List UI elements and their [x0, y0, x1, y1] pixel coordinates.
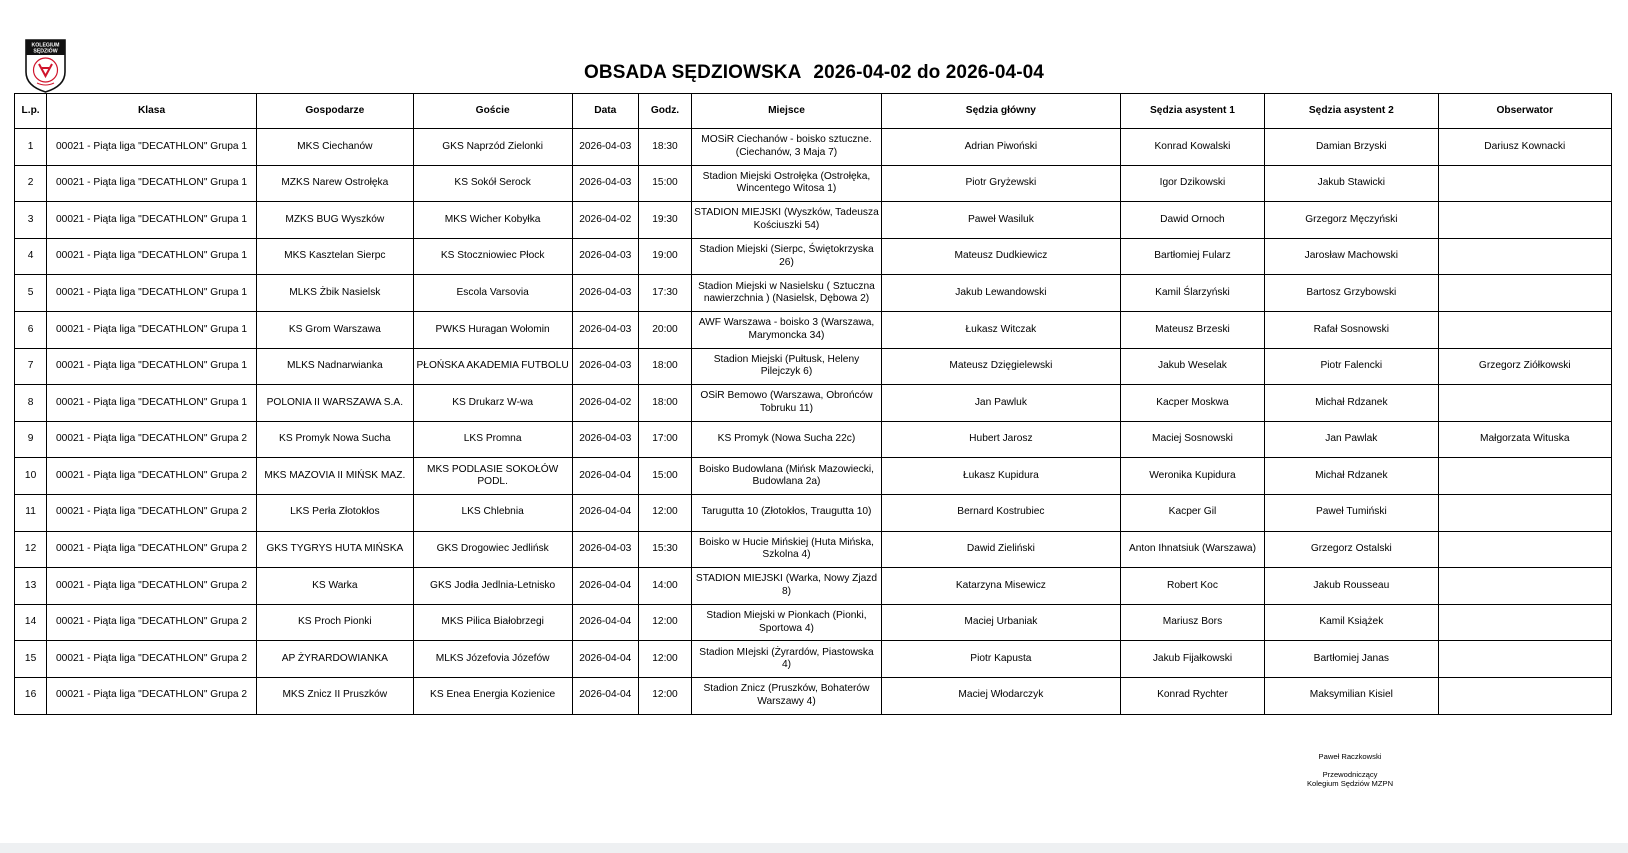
header-home: Gospodarze	[256, 94, 413, 129]
cell-date: 2026-04-03	[572, 311, 638, 348]
cell-observer	[1438, 165, 1611, 202]
cell-class: 00021 - Piąta liga "DECATHLON" Grupa 2	[47, 421, 257, 458]
cell-observer	[1438, 641, 1611, 678]
cell-time: 15:00	[639, 165, 692, 202]
cell-lp: 6	[15, 311, 47, 348]
cell-assistant-1: Weronika Kupidura	[1120, 458, 1264, 495]
cell-lp: 3	[15, 202, 47, 239]
cell-date: 2026-04-03	[572, 129, 638, 166]
cell-date: 2026-04-03	[572, 238, 638, 275]
cell-venue: OSiR Bemowo (Warszawa, Obrońców Tobruku 11)	[691, 385, 881, 422]
cell-lp: 4	[15, 238, 47, 275]
cell-assistant-2: Bartosz Grzybowski	[1265, 275, 1438, 312]
page-title	[0, 62, 1628, 84]
cell-venue: Stadion Miejski Ostrołęka (Ostrołęka, Wincentego Witosa 1)	[691, 165, 881, 202]
cell-class: 00021 - Piąta liga "DECATHLON" Grupa 2	[47, 458, 257, 495]
cell-venue: KS Promyk (Nowa Sucha 22c)	[691, 421, 881, 458]
header-away: Goście	[413, 94, 572, 129]
cell-assistant-1: Mariusz Bors	[1120, 604, 1264, 641]
cell-observer: Dariusz Kownacki	[1438, 129, 1611, 166]
cell-assistant-2: Paweł Tumiński	[1265, 494, 1438, 531]
cell-class: 00021 - Piąta liga "DECATHLON" Grupa 1	[47, 165, 257, 202]
cell-away: LKS Promna	[413, 421, 572, 458]
title-date-range: 2026-04-02 do 2026-04-04	[813, 62, 1044, 83]
cell-class: 00021 - Piąta liga "DECATHLON" Grupa 2	[47, 568, 257, 605]
table-body	[15, 129, 1612, 715]
cell-time: 15:00	[639, 458, 692, 495]
cell-venue: Stadion Miejski (Pułtusk, Heleny Pilejczyk 6)	[691, 348, 881, 385]
cell-home: KS Promyk Nowa Sucha	[256, 421, 413, 458]
cell-main-referee: Maciej Włodarczyk	[881, 677, 1120, 714]
cell-main-referee: Mateusz Dudkiewicz	[881, 238, 1120, 275]
cell-class: 00021 - Piąta liga "DECATHLON" Grupa 2	[47, 641, 257, 678]
cell-observer: Małgorzata Wituska	[1438, 421, 1611, 458]
cell-away: KS Stoczniowiec Płock	[413, 238, 572, 275]
cell-assistant-2: Jakub Stawicki	[1265, 165, 1438, 202]
cell-main-referee: Piotr Gryżewski	[881, 165, 1120, 202]
cell-assistant-2: Damian Brzyski	[1265, 129, 1438, 166]
cell-time: 18:00	[639, 385, 692, 422]
cell-time: 12:00	[639, 677, 692, 714]
cell-away: GKS Jodła Jedlnia-Letnisko	[413, 568, 572, 605]
table-row	[15, 568, 1612, 605]
cell-class: 00021 - Piąta liga "DECATHLON" Grupa 1	[47, 385, 257, 422]
header-time: Godz.	[639, 94, 692, 129]
cell-main-referee: Jakub Lewandowski	[881, 275, 1120, 312]
cell-assistant-2: Maksymilian Kisiel	[1265, 677, 1438, 714]
cell-lp: 10	[15, 458, 47, 495]
cell-venue: AWF Warszawa - boisko 3 (Warszawa, Marymoncka 34)	[691, 311, 881, 348]
cell-assistant-1: Jakub Weselak	[1120, 348, 1264, 385]
cell-date: 2026-04-04	[572, 677, 638, 714]
table-row	[15, 311, 1612, 348]
cell-observer: Grzegorz Ziółkowski	[1438, 348, 1611, 385]
cell-time: 15:30	[639, 531, 692, 568]
cell-date: 2026-04-03	[572, 275, 638, 312]
table-row	[15, 604, 1612, 641]
signatory-organization: Kolegium Sędziów MZPN	[1306, 779, 1394, 788]
title-main: OBSADA SĘDZIOWSKA	[584, 62, 802, 83]
cell-time: 18:30	[639, 129, 692, 166]
cell-main-referee: Paweł Wasiluk	[881, 202, 1120, 239]
cell-away: PWKS Huragan Wołomin	[413, 311, 572, 348]
cell-home: AP ŻYRARDOWIANKA	[256, 641, 413, 678]
cell-away: KS Enea Energia Kozienice	[413, 677, 572, 714]
table-row	[15, 275, 1612, 312]
cell-assistant-2: Bartłomiej Janas	[1265, 641, 1438, 678]
cell-observer	[1438, 202, 1611, 239]
cell-time: 12:00	[639, 641, 692, 678]
cell-lp: 5	[15, 275, 47, 312]
cell-time: 14:00	[639, 568, 692, 605]
cell-home: LKS Perła Złotokłos	[256, 494, 413, 531]
table-row	[15, 165, 1612, 202]
cell-away: MKS PODLASIE SOKOŁÓW PODL.	[413, 458, 572, 495]
cell-class: 00021 - Piąta liga "DECATHLON" Grupa 1	[47, 202, 257, 239]
cell-main-referee: Dawid Zieliński	[881, 531, 1120, 568]
cell-home: MKS Znicz II Pruszków	[256, 677, 413, 714]
cell-assistant-1: Mateusz Brzeski	[1120, 311, 1264, 348]
cell-class: 00021 - Piąta liga "DECATHLON" Grupa 1	[47, 275, 257, 312]
cell-class: 00021 - Piąta liga "DECATHLON" Grupa 1	[47, 238, 257, 275]
cell-class: 00021 - Piąta liga "DECATHLON" Grupa 2	[47, 531, 257, 568]
table-row	[15, 348, 1612, 385]
cell-main-referee: Maciej Urbaniak	[881, 604, 1120, 641]
cell-venue: STADION MIEJSKI (Wyszków, Tadeusza Kościuszki 54)	[691, 202, 881, 239]
cell-venue: Tarugutta 10 (Złotokłos, Traugutta 10)	[691, 494, 881, 531]
signatory-role: Przewodniczący	[1322, 769, 1378, 779]
signatory-name: Paweł Raczkowski	[1318, 752, 1382, 761]
cell-lp: 7	[15, 348, 47, 385]
cell-time: 12:00	[639, 494, 692, 531]
cell-away: MLKS Józefovia Józefów	[413, 641, 572, 678]
header-assistant-2: Sędzia asystent 2	[1265, 94, 1438, 129]
cell-assistant-2: Jarosław Machowski	[1265, 238, 1438, 275]
header-lp: L.p.	[15, 94, 47, 129]
cell-lp: 16	[15, 677, 47, 714]
cell-assistant-1: Robert Koc	[1120, 568, 1264, 605]
cell-home: MLKS Żbik Nasielsk	[256, 275, 413, 312]
cell-main-referee: Piotr Kapusta	[881, 641, 1120, 678]
cell-observer	[1438, 568, 1611, 605]
cell-time: 17:30	[639, 275, 692, 312]
cell-lp: 9	[15, 421, 47, 458]
cell-main-referee: Jan Pawluk	[881, 385, 1120, 422]
cell-main-referee: Katarzyna Misewicz	[881, 568, 1120, 605]
logo-text-line1: KOLEGIUM	[31, 42, 60, 49]
cell-time: 18:00	[639, 348, 692, 385]
cell-assistant-2: Piotr Falencki	[1265, 348, 1438, 385]
cell-assistant-1: Dawid Ornoch	[1120, 202, 1264, 239]
cell-venue: Boisko Budowlana (Mińsk Mazowiecki, Budowlana 2a)	[691, 458, 881, 495]
cell-lp: 2	[15, 165, 47, 202]
cell-date: 2026-04-02	[572, 202, 638, 239]
table-row	[15, 677, 1612, 714]
cell-assistant-1: Igor Dzikowski	[1120, 165, 1264, 202]
cell-observer	[1438, 275, 1611, 312]
cell-observer	[1438, 494, 1611, 531]
table-row	[15, 641, 1612, 678]
cell-main-referee: Łukasz Witczak	[881, 311, 1120, 348]
cell-assistant-1: Kamil Ślarzyński	[1120, 275, 1264, 312]
cell-observer	[1438, 385, 1611, 422]
cell-date: 2026-04-04	[572, 641, 638, 678]
cell-venue: Stadion MIejski (Żyrardów, Piastowska 4)	[691, 641, 881, 678]
cell-assistant-2: Grzegorz Męczyński	[1265, 202, 1438, 239]
cell-assistant-1: Bartłomiej Fularz	[1120, 238, 1264, 275]
cell-assistant-1: Jakub Fijałkowski	[1120, 641, 1264, 678]
cell-date: 2026-04-03	[572, 348, 638, 385]
cell-away: LKS Chlebnia	[413, 494, 572, 531]
cell-venue: Stadion Znicz (Pruszków, Bohaterów Warszawy 4)	[691, 677, 881, 714]
cell-home: KS Warka	[256, 568, 413, 605]
cell-observer	[1438, 531, 1611, 568]
cell-assistant-2: Michał Rdzanek	[1265, 458, 1438, 495]
cell-home: MKS Ciechanów	[256, 129, 413, 166]
cell-home: MZKS Narew Ostrołęka	[256, 165, 413, 202]
cell-observer	[1438, 604, 1611, 641]
cell-main-referee: Mateusz Dzięgielewski	[881, 348, 1120, 385]
table-row	[15, 531, 1612, 568]
cell-assistant-2: Jakub Rousseau	[1265, 568, 1438, 605]
cell-assistant-1: Kacper Gil	[1120, 494, 1264, 531]
cell-away: KS Drukarz W-wa	[413, 385, 572, 422]
header-assistant-1: Sędzia asystent 1	[1120, 94, 1264, 129]
assignments-table	[14, 93, 1612, 715]
logo-text-line2: SĘDZIÓW	[33, 48, 58, 55]
cell-class: 00021 - Piąta liga "DECATHLON" Grupa 1	[47, 129, 257, 166]
table-row	[15, 458, 1612, 495]
cell-class: 00021 - Piąta liga "DECATHLON" Grupa 2	[47, 677, 257, 714]
cell-assistant-2: Grzegorz Ostalski	[1265, 531, 1438, 568]
cell-observer	[1438, 238, 1611, 275]
cell-assistant-1: Kacper Moskwa	[1120, 385, 1264, 422]
cell-time: 12:00	[639, 604, 692, 641]
header-main-referee: Sędzia główny	[881, 94, 1120, 129]
cell-date: 2026-04-04	[572, 604, 638, 641]
cell-venue: Stadion Miejski w Pionkach (Pionki, Sportowa 4)	[691, 604, 881, 641]
cell-lp: 15	[15, 641, 47, 678]
cell-date: 2026-04-03	[572, 165, 638, 202]
cell-assistant-1: Anton Ihnatsiuk (Warszawa)	[1120, 531, 1264, 568]
cell-assistant-2: Rafał Sosnowski	[1265, 311, 1438, 348]
cell-assistant-1: Konrad Kowalski	[1120, 129, 1264, 166]
cell-away: MKS Pilica Białobrzegi	[413, 604, 572, 641]
cell-observer	[1438, 458, 1611, 495]
cell-assistant-2: Michał Rdzanek	[1265, 385, 1438, 422]
cell-date: 2026-04-03	[572, 421, 638, 458]
table-row	[15, 421, 1612, 458]
cell-date: 2026-04-02	[572, 385, 638, 422]
cell-home: MKS MAZOVIA II MIŃSK MAZ.	[256, 458, 413, 495]
table-row	[15, 129, 1612, 166]
cell-date: 2026-04-03	[572, 531, 638, 568]
cell-venue: Stadion Miejski w Nasielsku ( Sztuczna nawierzchnia ) (Nasielsk, Dębowa 2)	[691, 275, 881, 312]
header-observer: Obserwator	[1438, 94, 1611, 129]
cell-main-referee: Hubert Jarosz	[881, 421, 1120, 458]
page-bottom-strip	[0, 843, 1628, 853]
cell-date: 2026-04-04	[572, 568, 638, 605]
table-row	[15, 494, 1612, 531]
cell-class: 00021 - Piąta liga "DECATHLON" Grupa 1	[47, 348, 257, 385]
cell-venue: Stadion Miejski (Sierpc, Świętokrzyska 26)	[691, 238, 881, 275]
cell-observer	[1438, 311, 1611, 348]
cell-away: Escola Varsovia	[413, 275, 572, 312]
header-row	[15, 94, 1612, 129]
cell-home: MLKS Nadnarwianka	[256, 348, 413, 385]
cell-observer	[1438, 677, 1611, 714]
cell-home: POLONIA II WARSZAWA S.A.	[256, 385, 413, 422]
cell-assistant-1: Konrad Rychter	[1120, 677, 1264, 714]
cell-away: GKS Naprzód Zielonki	[413, 129, 572, 166]
cell-class: 00021 - Piąta liga "DECATHLON" Grupa 2	[47, 604, 257, 641]
cell-lp: 11	[15, 494, 47, 531]
cell-lp: 8	[15, 385, 47, 422]
cell-away: MKS Wicher Kobyłka	[413, 202, 572, 239]
cell-home: MZKS BUG Wyszków	[256, 202, 413, 239]
cell-assistant-2: Jan Pawlak	[1265, 421, 1438, 458]
table-row	[15, 202, 1612, 239]
cell-time: 20:00	[639, 311, 692, 348]
cell-main-referee: Adrian Piwoński	[881, 129, 1120, 166]
header-date: Data	[572, 94, 638, 129]
cell-time: 19:30	[639, 202, 692, 239]
cell-venue: STADION MIEJSKI (Warka, Nowy Zjazd 8)	[691, 568, 881, 605]
table-row	[15, 385, 1612, 422]
cell-time: 19:00	[639, 238, 692, 275]
signature-block	[1290, 752, 1410, 789]
cell-assistant-1: Maciej Sosnowski	[1120, 421, 1264, 458]
cell-lp: 13	[15, 568, 47, 605]
cell-main-referee: Bernard Kostrubiec	[881, 494, 1120, 531]
cell-home: KS Grom Warszawa	[256, 311, 413, 348]
cell-home: KS Proch Pionki	[256, 604, 413, 641]
cell-away: GKS Drogowiec Jedlińsk	[413, 531, 572, 568]
cell-home: GKS TYGRYS HUTA MIŃSKA	[256, 531, 413, 568]
cell-away: KS Sokół Serock	[413, 165, 572, 202]
cell-date: 2026-04-04	[572, 494, 638, 531]
header-venue: Miejsce	[691, 94, 881, 129]
cell-home: MKS Kasztelan Sierpc	[256, 238, 413, 275]
cell-venue: MOSiR Ciechanów - boisko sztuczne. (Ciechanów, 3 Maja 7)	[691, 129, 881, 166]
cell-class: 00021 - Piąta liga "DECATHLON" Grupa 2	[47, 494, 257, 531]
header-class: Klasa	[47, 94, 257, 129]
cell-lp: 14	[15, 604, 47, 641]
cell-assistant-2: Kamil Książek	[1265, 604, 1438, 641]
cell-main-referee: Łukasz Kupidura	[881, 458, 1120, 495]
cell-venue: Boisko w Hucie Mińskiej (Huta Mińska, Szkolna 4)	[691, 531, 881, 568]
table-row	[15, 238, 1612, 275]
cell-away: PŁOŃSKA AKADEMIA FUTBOLU	[413, 348, 572, 385]
cell-date: 2026-04-04	[572, 458, 638, 495]
cell-class: 00021 - Piąta liga "DECATHLON" Grupa 1	[47, 311, 257, 348]
cell-lp: 12	[15, 531, 47, 568]
cell-lp: 1	[15, 129, 47, 166]
table-header	[15, 94, 1612, 129]
cell-time: 17:00	[639, 421, 692, 458]
